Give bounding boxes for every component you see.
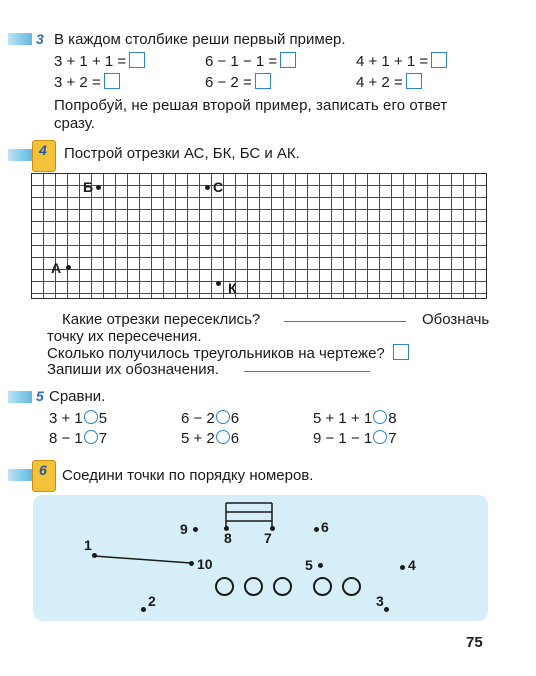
dot-10-label: 10 <box>197 556 213 572</box>
dot-7-label: 7 <box>264 530 272 546</box>
compare-1-1: 3 + 1 5 <box>49 410 108 427</box>
example-2-2: 6 − 2 = <box>205 73 271 92</box>
dot-9[interactable] <box>193 527 198 532</box>
dot-1-label: 1 <box>84 537 92 553</box>
exercise-3-hint-line1: Попробуй, не решая второй пример, записать его ответ <box>54 97 448 114</box>
wheel-circle <box>342 577 361 596</box>
point-a-label: А <box>51 260 62 276</box>
example-1-1: 3 + 1 + 1 = <box>54 52 145 71</box>
compare-1-2: 6 − 2 6 <box>181 410 240 427</box>
question-1: Какие отрезки пересеклись? <box>62 311 261 328</box>
dot-6-label: 6 <box>321 519 329 535</box>
exercise-5-title: Сравни. <box>49 388 106 405</box>
compare-1-3: 5 + 1 + 1 8 <box>313 410 397 427</box>
question-1-line2: точку их пересечения. <box>47 328 202 345</box>
wheel-circle <box>273 577 292 596</box>
exercise-6-title: Соедини точки по порядку номеров. <box>62 467 314 484</box>
example-2-1: 3 + 2 = <box>54 73 120 92</box>
dot-8-label: 8 <box>224 530 232 546</box>
exercise-3-hint-line2: сразу. <box>54 115 95 132</box>
dot-9-label: 9 <box>180 521 188 537</box>
question-2: Сколько получилось треугольников на чертеже? <box>47 344 409 363</box>
question-3: Запиши их обозначения. <box>47 361 219 378</box>
wheel-circle <box>215 577 234 596</box>
dot-4-label: 4 <box>408 557 416 573</box>
point-b-label: Б <box>83 179 94 195</box>
compare-2-1: 8 − 1 7 <box>49 430 108 447</box>
dot-3[interactable] <box>384 607 389 612</box>
dot-5-label: 5 <box>305 557 313 573</box>
compare-2-2: 5 + 2 6 <box>181 430 240 447</box>
dot-2[interactable] <box>141 607 146 612</box>
point-c-label: С <box>213 179 224 195</box>
compare-2-3: 9 − 1 − 1 7 <box>313 430 397 447</box>
dot-4[interactable] <box>400 565 405 570</box>
exercise-4-title: Построй отрезки АС, БК, БС и АК. <box>64 145 300 162</box>
dot-2-label: 2 <box>148 593 156 609</box>
exercise-3-number: 3 <box>36 31 44 47</box>
example-1-3: 4 + 1 + 1 = <box>356 52 447 71</box>
dot-1[interactable] <box>92 553 97 558</box>
example-1-2: 6 − 1 − 1 = <box>205 52 296 71</box>
wheel-circle <box>244 577 263 596</box>
dot-10[interactable] <box>189 561 194 566</box>
point-k-label: К <box>228 280 237 296</box>
example-2-3: 4 + 2 = <box>356 73 422 92</box>
question-1-end: Обозначь <box>422 311 490 328</box>
dot-5[interactable] <box>318 563 323 568</box>
exercise-4-number: 4 <box>39 142 47 158</box>
exercise-3-title: В каждом столбике реши первый пример. <box>54 31 346 48</box>
exercise-5-number: 5 <box>36 388 44 404</box>
dot-3-label: 3 <box>376 593 384 609</box>
wheel-circle <box>313 577 332 596</box>
page-number: 75 <box>466 634 483 651</box>
exercise-6-number: 6 <box>39 462 47 478</box>
dot-6[interactable] <box>314 527 319 532</box>
